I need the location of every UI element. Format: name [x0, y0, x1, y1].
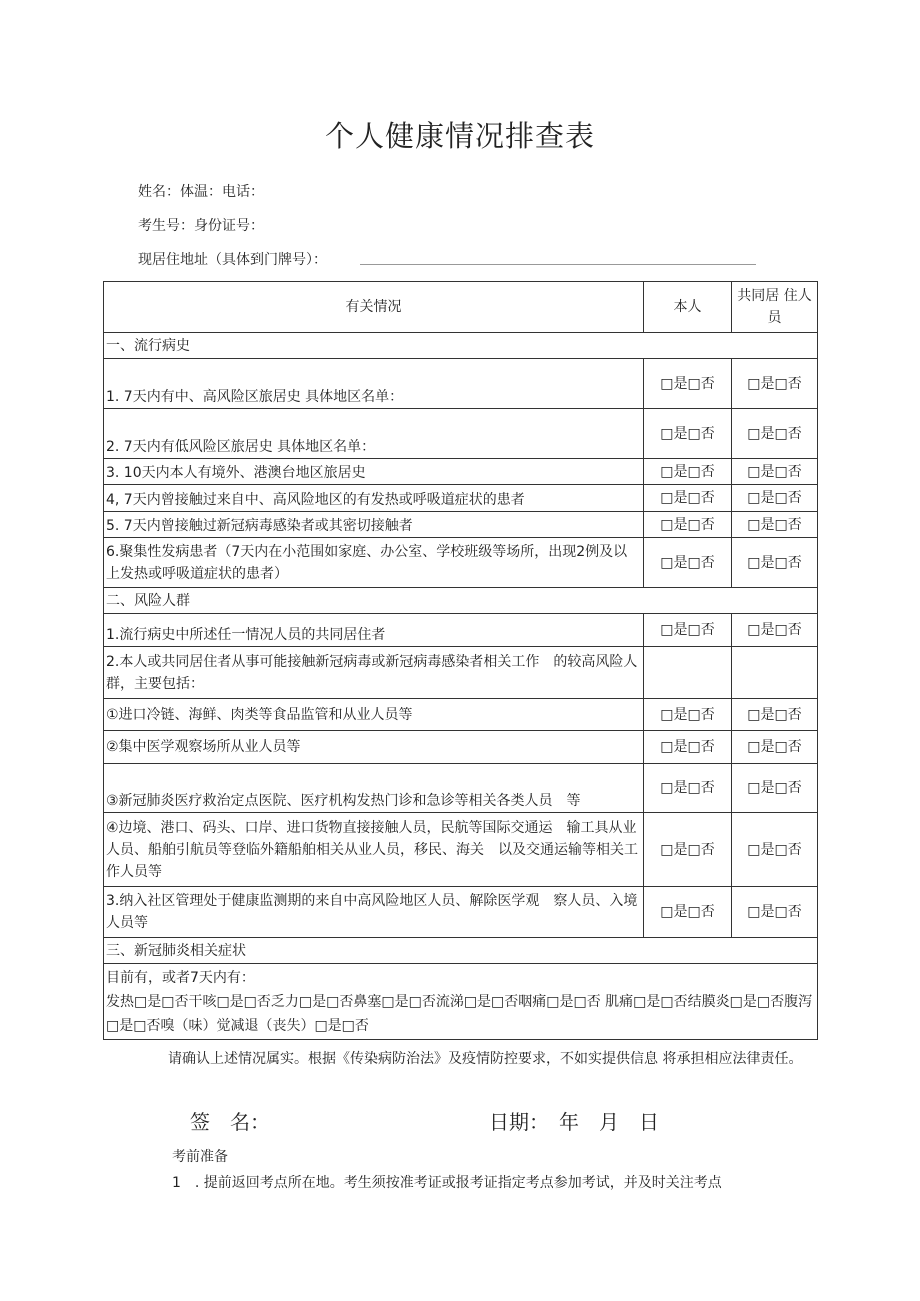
page-title: 个人健康情况排查表 — [324, 119, 595, 153]
table-header-row — [104, 282, 818, 333]
self-checkbox[interactable]: □是□否 — [644, 887, 732, 938]
self-checkbox[interactable]: □是□否 — [644, 813, 732, 887]
row-text: 1. 7天内有中、高风险区旅居史 具体地区名单： — [104, 359, 644, 409]
symptoms-intro: 目前有，或者7天内有： — [106, 969, 255, 986]
self-checkbox[interactable]: □是□否 — [644, 699, 732, 731]
date-label: 日期： 年 月 日 — [489, 1110, 659, 1134]
cohab-checkbox[interactable]: □是□否 — [732, 409, 818, 459]
table-row — [104, 647, 818, 699]
cohab-checkbox[interactable]: □是□否 — [732, 485, 818, 512]
cohab-checkbox[interactable]: □是□否 — [732, 699, 818, 731]
self-checkbox[interactable]: □是□否 — [644, 614, 732, 647]
row-text: 2.本人或共同居住者从事可能接触新冠病毒或新冠病毒感染者相关工作 的较高风险人群，主要包括： — [104, 647, 644, 699]
cohab-checkbox[interactable]: □是□否 — [732, 512, 818, 538]
declaration-text: 请确认上述情况属实。根据《传染病防治法》及疫情防控要求，不如实提供信息 将承担相应法律责任。 — [168, 1051, 803, 1067]
symptoms-cell — [104, 964, 818, 1040]
self-checkbox[interactable]: □是□否 — [644, 764, 732, 813]
section-label: 三、新冠肺炎相关症状 — [104, 938, 818, 964]
info-exam-id: 考生号：身份证号： — [138, 218, 264, 234]
row-text: 3.纳入社区管理处于健康监测期的来自中高风险地区人员、解除医学观 察人员、入境人员等 — [104, 887, 644, 938]
table-row — [104, 459, 818, 485]
table-row — [104, 764, 818, 813]
prep-item-1: 1 . 提前返回考点所在地。考生须按准考证或报考证指定考点参加考试，并及时关注考点 — [172, 1175, 722, 1191]
header-item: 有关情况 — [104, 282, 644, 333]
cohab-checkbox[interactable]: □是□否 — [732, 538, 818, 588]
symptoms-row — [104, 964, 818, 1040]
section-row — [104, 938, 818, 964]
self-checkbox[interactable]: □是□否 — [644, 538, 732, 588]
table-row — [104, 614, 818, 647]
table-row — [104, 887, 818, 938]
cohab-checkbox[interactable]: □是□否 — [732, 731, 818, 764]
cohab-checkbox[interactable]: □是□否 — [732, 359, 818, 409]
row-text: 4, 7天内曾接触过来自中、高风险地区的有发热或呼吸道症状的患者 — [104, 485, 644, 512]
section-label: 一、流行病史 — [104, 333, 818, 359]
row-text: ②集中医学观察场所从业人员等 — [104, 731, 644, 764]
table-row — [104, 813, 818, 887]
row-text: ①进口冷链、海鲜、肉类等食品监管和从业人员等 — [104, 699, 644, 731]
header-cohabitant: 共同居 住人员 — [732, 282, 818, 333]
table-row — [104, 538, 818, 588]
row-text: 6.聚集性发病患者（7天内在小范围如家庭、办公室、学校班级等场所，出现2例及以上发热或呼吸道症状的患者） — [104, 538, 644, 588]
table-row — [104, 512, 818, 538]
cohab-checkbox[interactable]: □是□否 — [732, 459, 818, 485]
self-checkbox[interactable]: □是□否 — [644, 359, 732, 409]
table-row — [104, 699, 818, 731]
row-text: ④边境、港口、码头、口岸、进口货物直接接触人员，民航等国际交通运 输工具从业人员、船舶引航员等登临外籍船舶相关从业人员，移民、海关 以及交通运输等相关工作人员等 — [104, 813, 644, 887]
self-checkbox[interactable]: □是□否 — [644, 485, 732, 512]
cohab-checkbox — [732, 647, 818, 699]
row-text: ③新冠肺炎医疗救治定点医院、医疗机构发热门诊和急诊等相关各类人员 等 — [104, 764, 644, 813]
cohab-checkbox[interactable]: □是□否 — [732, 887, 818, 938]
prep-heading: 考前准备 — [172, 1149, 228, 1165]
table-row — [104, 359, 818, 409]
info-address: 现居住地址（具体到门牌号）： — [138, 252, 327, 268]
self-checkbox[interactable]: □是□否 — [644, 512, 732, 538]
cohab-checkbox[interactable]: □是□否 — [732, 614, 818, 647]
row-text: 1.流行病史中所述任一情况人员的共同居住者 — [104, 614, 644, 647]
self-checkbox[interactable]: □是□否 — [644, 731, 732, 764]
info-name-temp-phone: 姓名：体温：电话： — [138, 184, 264, 200]
cohab-checkbox[interactable]: □是□否 — [732, 813, 818, 887]
section-row — [104, 588, 818, 614]
section-label: 二、风险人群 — [104, 588, 818, 614]
self-checkbox — [644, 647, 732, 699]
row-text: 5. 7天内曾接触过新冠病毒感染者或其密切接触者 — [104, 512, 644, 538]
section-row — [104, 333, 818, 359]
health-table — [103, 281, 818, 1040]
row-text: 3. 10天内本人有境外、港澳台地区旅居史 — [104, 459, 644, 485]
signature-label: 签 名： — [190, 1110, 270, 1134]
header-self: 本人 — [644, 282, 732, 333]
symptoms-list[interactable]: 发热□是□否干咳□是□否乏力□是□否鼻塞□是□否流涕□是□否咽痛□是□否 肌痛□是□否结膜炎□是□否腹泻□是□否嗅（味）觉减退（丧失）□是□否 — [106, 993, 813, 1034]
self-checkbox[interactable]: □是□否 — [644, 459, 732, 485]
address-underline — [360, 264, 756, 265]
table-row — [104, 409, 818, 459]
self-checkbox[interactable]: □是□否 — [644, 409, 732, 459]
table-row — [104, 731, 818, 764]
row-text: 2. 7天内有低风险区旅居史 具体地区名单： — [104, 409, 644, 459]
table-row — [104, 485, 818, 512]
cohab-checkbox[interactable]: □是□否 — [732, 764, 818, 813]
